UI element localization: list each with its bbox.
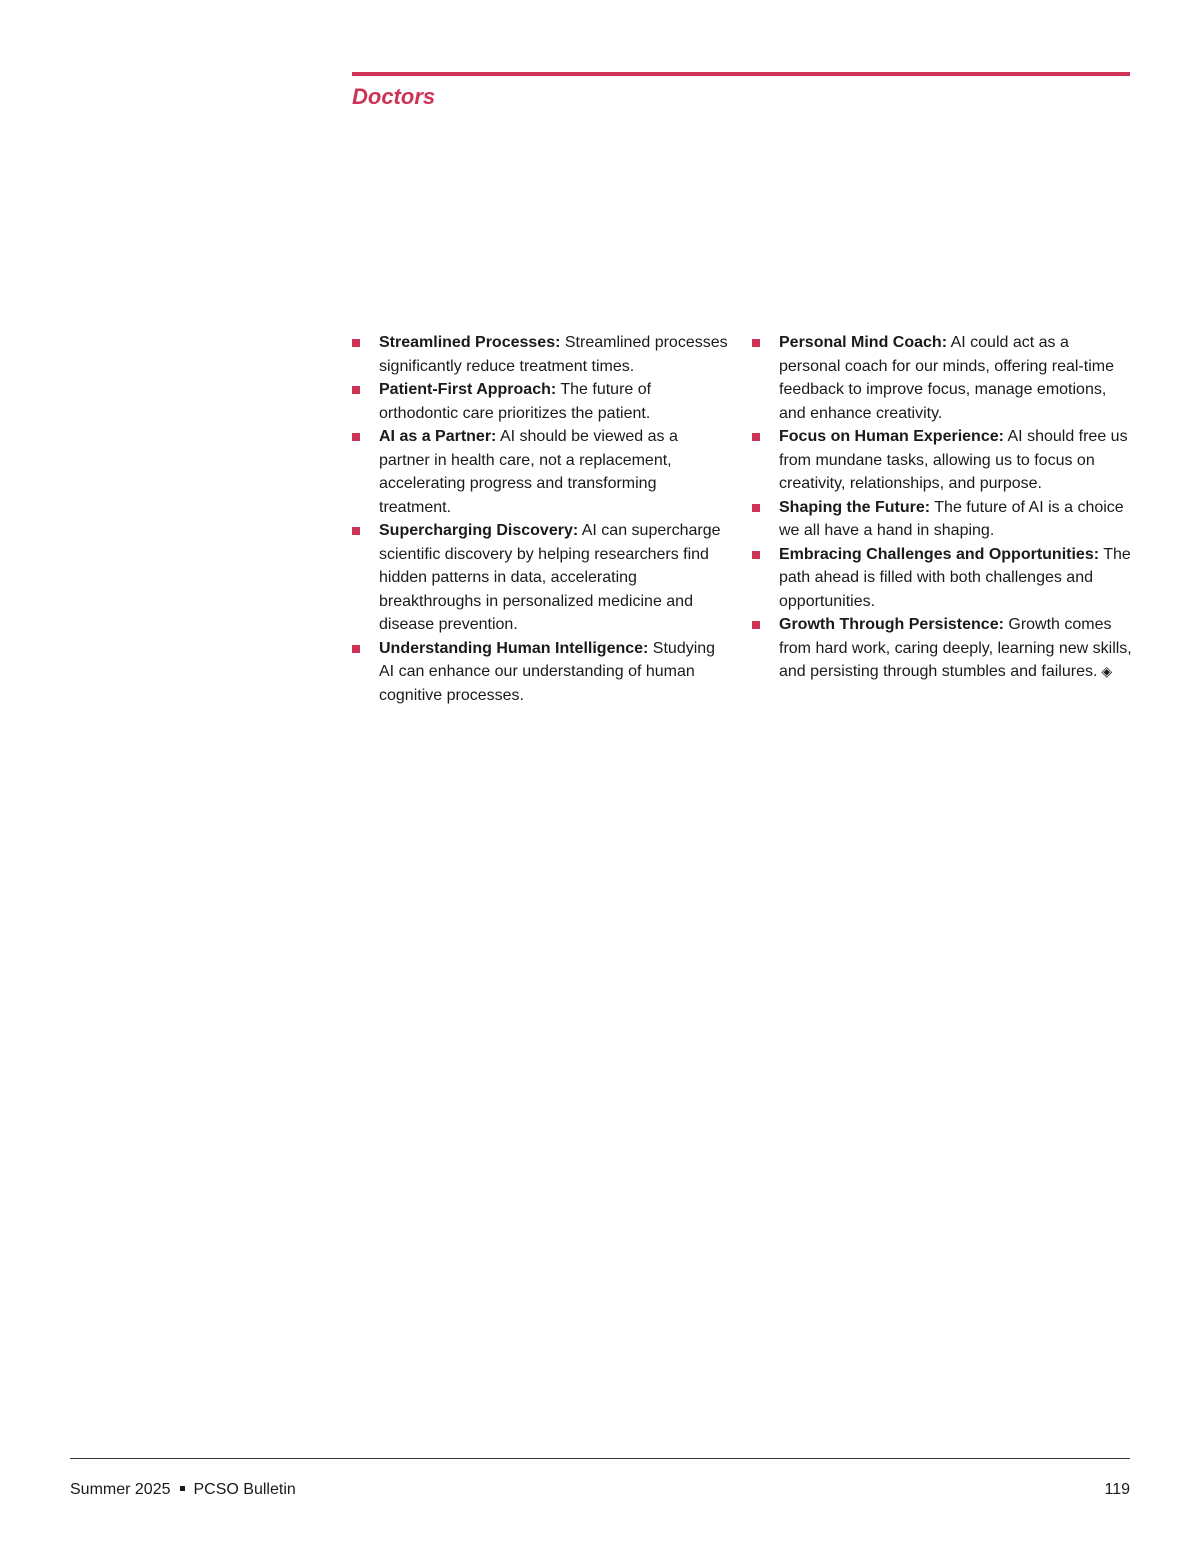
- square-separator-icon: [180, 1486, 185, 1491]
- footer-publication: PCSO Bulletin: [193, 1481, 296, 1498]
- list-item: [352, 637, 732, 708]
- square-bullet-icon: [752, 621, 760, 629]
- bullet-text: AI should be viewed as a partner in health care, not a replacement, accelerating progress and transforming treatment.: [379, 428, 678, 516]
- square-bullet-icon: [352, 645, 360, 653]
- square-bullet-icon: [352, 433, 360, 441]
- bullet-term: Growth Through Persistence:: [779, 616, 1004, 633]
- bullet-text: Growth comes from hard work, caring deeply, learning new skills, and persisting through stumbles and failures.: [779, 616, 1132, 680]
- bullet-text: AI could act as a personal coach for our minds, offering real-time feedback to improve focus, manage emotions, and enhance creativity.: [779, 334, 1114, 422]
- footer-issue: Summer 2025: [70, 1481, 171, 1498]
- list-item: [752, 331, 1132, 425]
- list-item: [752, 543, 1132, 614]
- bullet-text: AI should free us from mundane tasks, allowing us to focus on creativity, relationships, and purpose.: [779, 428, 1128, 492]
- square-bullet-icon: [352, 339, 360, 347]
- bullet-term: Patient-First Approach:: [379, 381, 557, 398]
- list-item: [752, 425, 1132, 496]
- square-bullet-icon: [752, 551, 760, 559]
- page-number: 119: [1104, 1481, 1130, 1498]
- list-item: [752, 613, 1132, 684]
- square-bullet-icon: [752, 433, 760, 441]
- square-bullet-icon: [352, 527, 360, 535]
- square-bullet-icon: [352, 386, 360, 394]
- bullet-term: Focus on Human Experience:: [779, 428, 1004, 445]
- list-item: [752, 496, 1132, 543]
- bullet-text: The path ahead is filled with both challenges and opportunities.: [779, 545, 1131, 610]
- square-bullet-icon: [752, 504, 760, 512]
- bullet-list-left: [352, 331, 732, 707]
- bullet-term: Personal Mind Coach:: [779, 334, 948, 351]
- bullet-term: Understanding Human Intelligence:: [379, 639, 649, 657]
- bullet-text: Streamlined processes significantly reduce treatment times.: [379, 334, 728, 375]
- bullet-term: Embracing Challenges and Opportunities:: [779, 545, 1100, 563]
- bullet-text: The future of AI is a choice we all have a hand in shaping.: [779, 498, 1124, 539]
- bullet-text: The future of orthodontic care prioritizes the patient.: [379, 381, 652, 422]
- bullet-list-right: [752, 331, 1132, 684]
- section-title: Doctors: [352, 84, 436, 109]
- bullet-term: Streamlined Processes:: [379, 334, 561, 351]
- list-item: [352, 378, 732, 425]
- list-item: [352, 519, 732, 637]
- top-rule: [352, 72, 1130, 76]
- square-bullet-icon: [752, 339, 760, 347]
- bullet-term: Supercharging Discovery:: [379, 522, 579, 539]
- list-item: [352, 425, 732, 519]
- list-item: [352, 331, 732, 378]
- end-of-article-icon: ◈: [1101, 663, 1113, 679]
- bullet-term: AI as a Partner:: [379, 428, 497, 445]
- bullet-text: Studying AI can enhance our understanding of human cognitive processes.: [379, 639, 716, 704]
- bullet-text: AI can supercharge scientific discovery by helping researchers find hidden patterns in data, accelerating breakthroughs in personalized medicine and disease prevention.: [379, 522, 721, 633]
- footer-rule: [70, 1458, 1130, 1459]
- bullet-term: Shaping the Future:: [779, 498, 931, 516]
- footer-issue-info: [70, 1481, 296, 1499]
